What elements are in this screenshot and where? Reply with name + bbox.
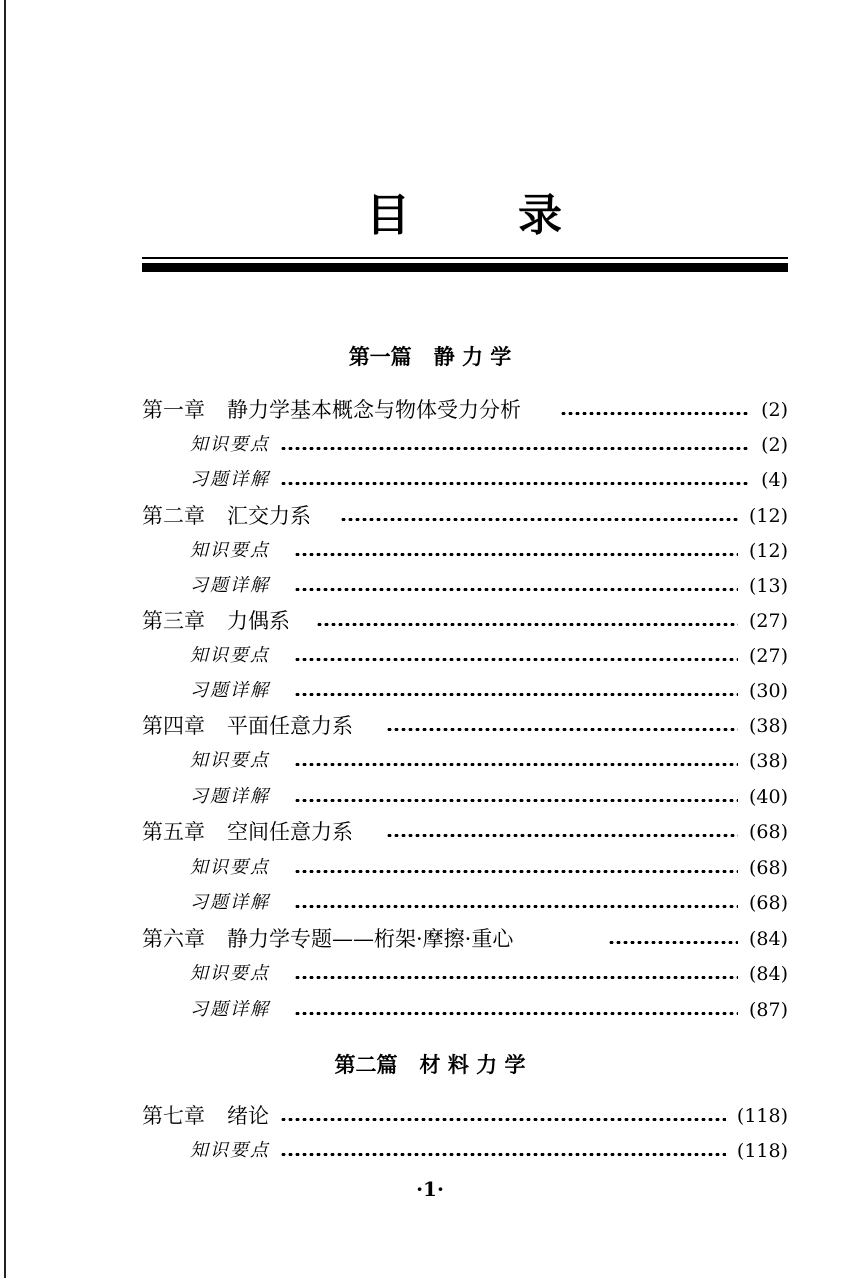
toc-chapter-1[interactable] — [142, 393, 788, 427]
toc-sub-2-1[interactable] — [142, 534, 788, 568]
toc-sub-1-2[interactable] — [142, 463, 788, 497]
dot-leader — [294, 799, 738, 802]
chapter-title: 静力学基本概念与物体受力分析 — [227, 398, 521, 422]
section-title: 知识要点 — [190, 1134, 274, 1168]
page-ref: (12) — [745, 534, 788, 568]
chapter-number: 第五章 — [142, 820, 205, 844]
page-ref: (30) — [745, 674, 788, 708]
chapter-number: 第六章 — [142, 927, 205, 951]
toc-chapter-5[interactable] — [142, 815, 788, 849]
title-rule-thick — [142, 263, 788, 272]
dot-leader — [280, 482, 748, 485]
toc-chapter-7[interactable] — [142, 1099, 788, 1133]
section-title: 习题详解 — [190, 993, 274, 1027]
page-ref: (27) — [745, 639, 788, 673]
dot-leader — [386, 728, 738, 731]
chapter-title: 力偶系 — [227, 609, 290, 633]
chapter-title: 汇交力系 — [227, 504, 311, 528]
dot-leader — [386, 834, 738, 837]
part-heading-1 — [0, 343, 860, 371]
section-title: 习题详解 — [190, 780, 274, 814]
dot-leader — [294, 905, 738, 908]
chapter-number: 第一章 — [142, 398, 205, 422]
dot-leader — [294, 976, 738, 979]
toc-sub-4-1[interactable] — [142, 744, 788, 778]
page-ref: (2) — [757, 393, 788, 427]
toc-sub-3-2[interactable] — [142, 674, 788, 708]
dot-leader — [560, 412, 748, 415]
page-ref: (13) — [745, 569, 788, 603]
dot-leader — [316, 623, 738, 626]
toc-sub-6-2[interactable] — [142, 993, 788, 1027]
section-title: 知识要点 — [190, 851, 274, 885]
dot-leader — [294, 693, 738, 696]
chapter-title: 空间任意力系 — [227, 820, 353, 844]
chapter-title: 绪论 — [227, 1104, 269, 1128]
toc-sub-6-1[interactable] — [142, 957, 788, 991]
section-title: 习题详解 — [190, 569, 274, 603]
page-ref: (27) — [745, 604, 788, 638]
page-ref: (118) — [733, 1099, 788, 1133]
toc-sub-5-2[interactable] — [142, 886, 788, 920]
section-title: 知识要点 — [190, 639, 274, 673]
toc-chapter-6[interactable] — [142, 922, 788, 956]
page-ref: (38) — [745, 744, 788, 778]
page-ref: (12) — [745, 499, 788, 533]
page-ref: (2) — [757, 428, 788, 462]
toc-chapter-2[interactable] — [142, 499, 788, 533]
dot-leader — [294, 1012, 738, 1015]
toc-chapter-3[interactable] — [142, 604, 788, 638]
part-label: 第一篇 — [348, 344, 412, 369]
toc-sub-4-2[interactable] — [142, 780, 788, 814]
dot-leader — [340, 518, 738, 521]
toc-sub-1-1[interactable] — [142, 428, 788, 462]
dot-leader — [280, 1153, 726, 1156]
toc-sub-3-1[interactable] — [142, 639, 788, 673]
section-title: 习题详解 — [190, 886, 274, 920]
dot-leader — [294, 763, 738, 766]
part-heading-2 — [0, 1051, 860, 1079]
dot-leader — [608, 941, 738, 944]
part-label: 第二篇 — [334, 1052, 398, 1077]
page-ref: (87) — [745, 993, 788, 1027]
section-title: 习题详解 — [190, 463, 274, 497]
dot-leader — [280, 447, 748, 450]
chapter-number: 第二章 — [142, 504, 205, 528]
page-ref: (84) — [745, 957, 788, 991]
dot-leader — [294, 553, 738, 556]
dot-leader — [280, 1118, 726, 1121]
page-ref: (68) — [745, 815, 788, 849]
page-ref: (38) — [745, 709, 788, 743]
chapter-number: 第七章 — [142, 1104, 205, 1128]
page-number: ·1· — [416, 1177, 444, 1201]
chapter-title: 平面任意力系 — [227, 714, 353, 738]
page-ref: (40) — [745, 780, 788, 814]
title-rule-thin — [142, 257, 788, 259]
dot-leader — [294, 588, 738, 591]
chapter-number: 第四章 — [142, 714, 205, 738]
title-char-mu: 目 — [366, 190, 410, 241]
page-ref: (68) — [745, 886, 788, 920]
section-title: 知识要点 — [190, 428, 274, 462]
chapter-number: 第三章 — [142, 609, 205, 633]
toc-sub-7-1[interactable] — [142, 1134, 788, 1168]
part-name: 材 料 力 学 — [419, 1052, 526, 1077]
dot-leader — [294, 658, 738, 661]
page-ref: (84) — [745, 922, 788, 956]
page-ref: (68) — [745, 851, 788, 885]
toc-sub-5-1[interactable] — [142, 851, 788, 885]
section-title: 习题详解 — [190, 674, 274, 708]
dot-leader — [294, 870, 738, 873]
section-title: 知识要点 — [190, 744, 274, 778]
section-title: 知识要点 — [190, 534, 274, 568]
page-ref: (118) — [733, 1134, 788, 1168]
page-ref: (4) — [757, 463, 788, 497]
part-name: 静 力 学 — [433, 344, 512, 369]
chapter-title: 静力学专题——桁架·摩擦·重心 — [227, 927, 514, 951]
toc-chapter-4[interactable] — [142, 709, 788, 743]
page-edge-line — [4, 0, 6, 1278]
section-title: 知识要点 — [190, 957, 274, 991]
title-char-lu: 录 — [518, 190, 562, 241]
toc-sub-2-2[interactable] — [142, 569, 788, 603]
